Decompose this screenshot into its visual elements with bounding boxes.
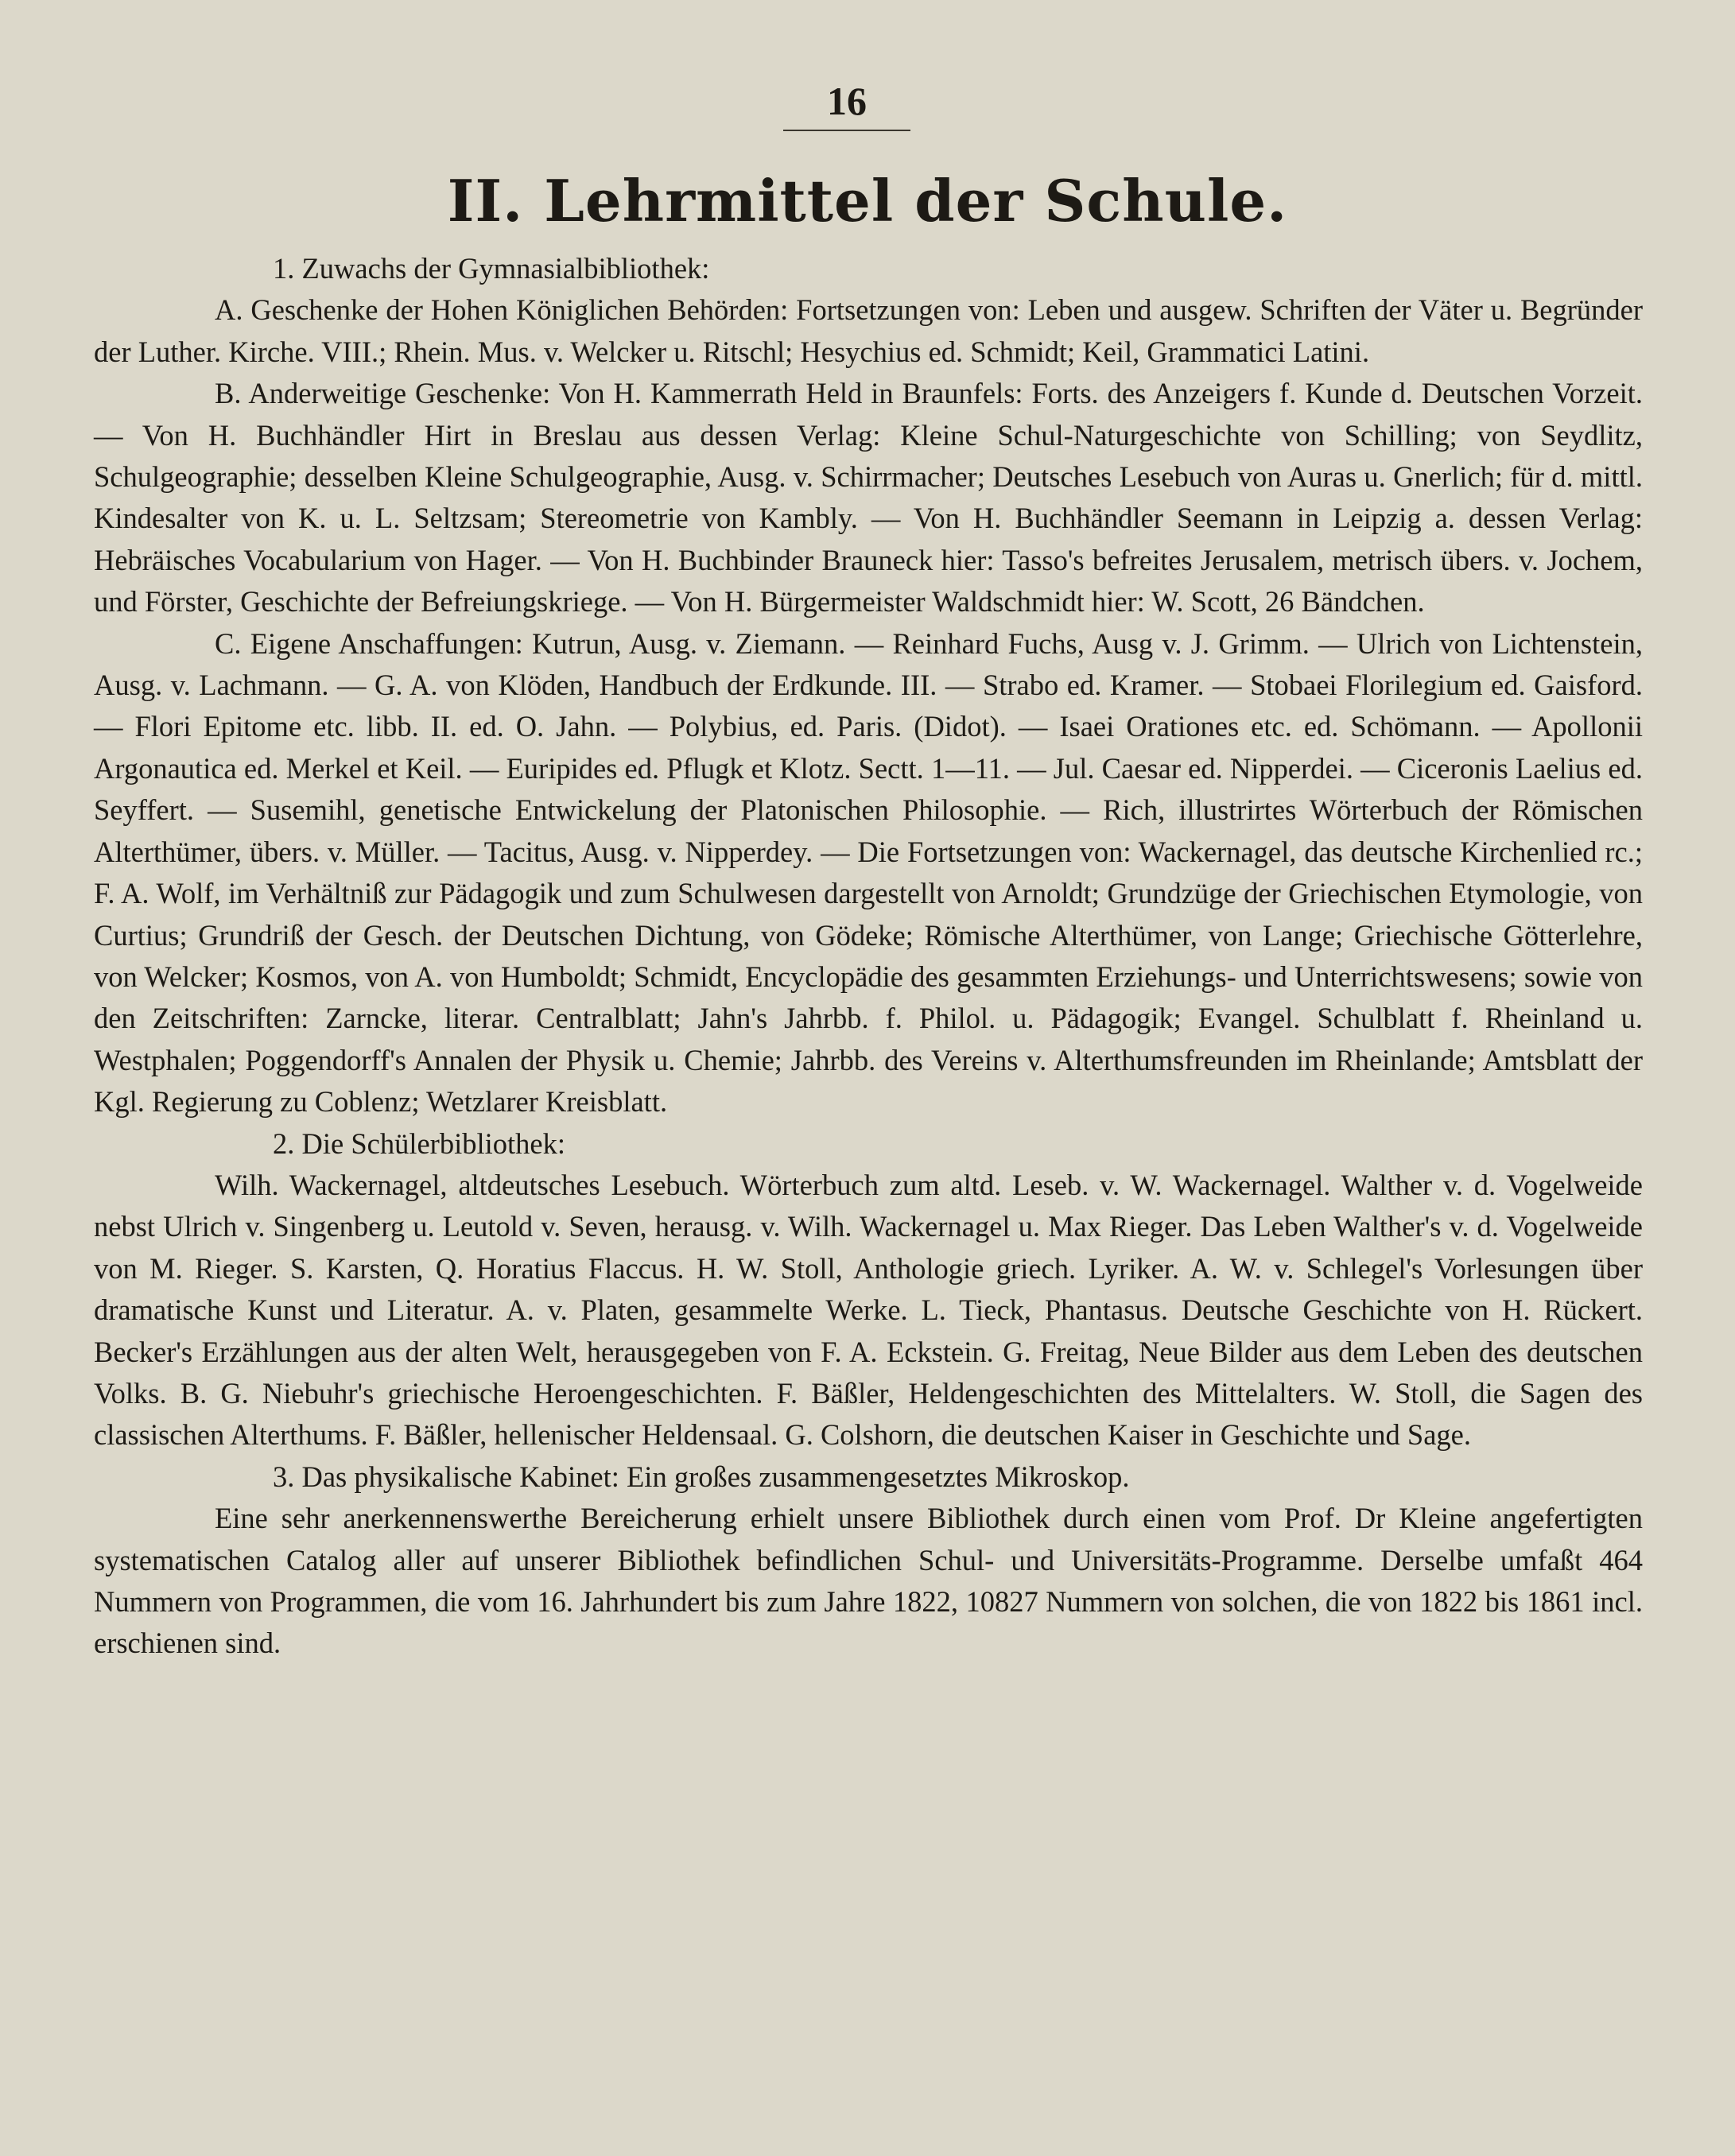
- paragraph-own-acquisitions: C. Eigene Anschaffungen: Kutrun, Ausg. v. Ziemann. — Reinhard Fuchs, Ausg v. J. Grimm. — Ulrich von Lichtenstein, Ausg. v. Lachmann. — G. A. von Klöden, Handbuch der Erdkunde. III. — Strabo ed. Kramer. — Stobaei Florilegium ed. Gaisford. — Flori Epitome etc. libb. II. ed. O. Jahn. — Polybius, ed. Paris. (Didot). — Isaei Orationes etc. ed. Schömann. — Apollonii Argonautica ed. Merkel et Keil. — Euripides ed. Pflugk et Klotz. Sectt. 1—11. — Jul. Caesar ed. Nipperdei. — Ciceronis Laelius ed. Seyffert. — Susemihl, genetische Entwickelung der Platonischen Philosophie. — Rich, illustrirtes Wörterbuch der Römischen Alterthümer, übers. v. Müller. — Tacitus, Ausg. v. Nipperdey. — Die Fortsetzungen von: Wackernagel, das deutsche Kirchenlied rc.; F. A. Wolf, im Verhältniß zur Pädagogik und zum Schulwesen dargestellt von Arnoldt; Grundzüge der Griechischen Etymologie, von Curtius; Grundriß der Gesch. der Deutschen Dichtung, von Gödeke; Römische Alterthümer, von Lange; Griechische Götterlehre, von Welcker; Kosmos, von A. von Humboldt; Schmidt, Encyclopädie des gesammten Erziehungs- und Unterrichtswesens; sowie von den Zeitschriften: Zarncke, literar. Centralblatt; Jahn's Jahrbb. f. Philol. u. Pädagogik; Evangel. Schulblatt f. Rheinland u. Westphalen; Poggendorff's Annalen der Physik u. Chemie; Jahrbb. des Vereins v. Alterthumsfreunden im Rheinlande; Amtsblatt der Kgl. Regierung zu Coblenz; Wetzlarer Kreisblatt.: [94, 626, 1643, 1119]
- page-number: 16: [827, 79, 867, 123]
- paragraph-student-library: Wilh. Wackernagel, altdeutsches Lesebuch. Wörterbuch zum altd. Leseb. v. W. Wackernagel. Walther v. d. Vogelweide nebst Ulrich v. Singenberg u. Leutold v. Seven, herausg. v. Wilh. Wackernagel u. Max Rieger. Das Leben Walther's v. d. Vogelweide von M. Rieger. S. Karsten, Q. Horatius Flaccus. H. W. Stoll, Anthologie griech. Lyriker. A. W. v. Schlegel's Vorlesungen über dramatische Kunst und Literatur. A. v. Platen, gesammelte Werke. L. Tieck, Phantasus. Deutsche Geschichte von H. Rückert. Becker's Erzählungen aus der alten Welt, herausgegeben von F. A. Eckstein. G. Freitag, Neue Bilder aus dem Leben des deutschen Volks. B. G. Niebuhr's griechische Heroengeschichten. F. Bäßler, Heldengeschichten des Mittelalters. W. Stoll, die Sagen des classischen Alterthums. F. Bäßler, hellenischer Heldensaal. G. Colshorn, die deutschen Kaiser in Geschichte und Sage.: [94, 1168, 1643, 1452]
- paragraph-other-gifts: B. Anderweitige Geschenke: Von H. Kammerrath Held in Braunfels: Forts. des Anzeigers f. Kunde d. Deutschen Vorzeit. — Von H. Buchhändler Hirt in Breslau aus dessen Verlag: Kleine Schul-Naturgeschichte von Schilling; von Seydlitz, Schulgeographie; desselben Kleine Schulgeographie, Ausg. v. Schirrmacher; Deutsches Lesebuch von Auras u. Gnerlich; für d. mittl. Kindesalter von K. u. L. Seltzsam; Stereometrie von Kambly. — Von H. Buchhändler Seemann in Leipzig a. dessen Verlag: Hebräisches Vocabularium von Hager. — Von H. Buchbinder Brauneck hier: Tasso's befreites Jerusalem, metrisch übers. v. Jochem, und Förster, Geschichte der Befreiungskriege. — Von H. Bürgermeister Waldschmidt hier: W. Scott, 26 Bändchen.: [94, 377, 1643, 618]
- section-title: II. Lehrmittel der Schule.: [447, 167, 1288, 235]
- page-number-rule: [783, 130, 910, 131]
- paragraph-catalog: Eine sehr anerkennenswerthe Bereicherung erhielt unsere Bibliothek durch einen vom Prof. Dr Kleine angefertigten systematischen Catalog aller auf unserer Bibliothek befindlichen Schul- und Universitäts-Programme. Derselbe umfaßt 464 Nummern von Programmen, die vom 16. Jahrhundert bis zum Jahre 1822, 10827 Nummern von solchen, die von 1822 bis 1861 incl. erschienen sind.: [94, 1502, 1643, 1660]
- subsection-heading-student-library: 2. Die Schülerbibliothek:: [273, 1126, 565, 1160]
- subsection-heading-physics-cabinet: 3. Das physikalische Kabinet: Ein großes zusammengesetztes Mikroskop.: [273, 1460, 1130, 1493]
- paragraph-gifts-authorities: A. Geschenke der Hohen Königlichen Behörden: Fortsetzungen von: Leben und ausgew. Schriften der Väter u. Begründer der Luther. Kirche. VIII.; Rhein. Mus. v. Welcker u. Ritschl; Hesychius ed. Schmidt; Keil, Grammatici Latini.: [94, 293, 1643, 368]
- document-body: [94, 248, 1643, 1665]
- subsection-heading-library: 1. Zuwachs der Gymnasialbibliothek:: [273, 252, 710, 285]
